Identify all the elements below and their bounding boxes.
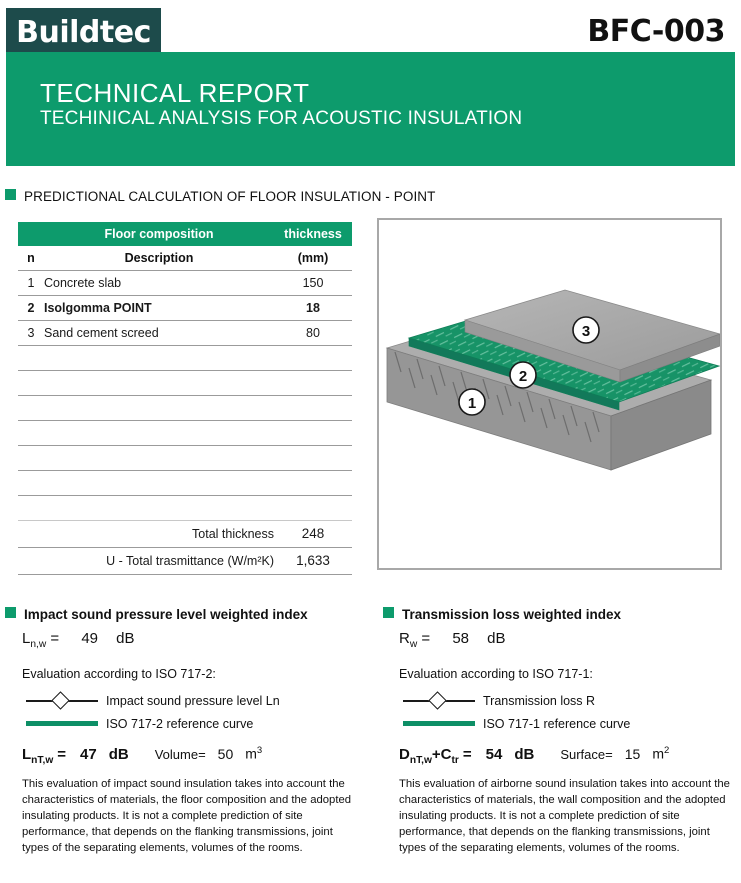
table-total-label: U - Total trasmittance (W/m²K) — [18, 547, 274, 574]
green-square-marker-icon — [5, 607, 16, 618]
table-total-label: Total thickness — [18, 520, 274, 547]
impact-index-equals: = — [50, 630, 60, 647]
table-cell-empty — [18, 395, 44, 420]
transmission-surface-label: Surface= — [560, 746, 613, 762]
green-bar-icon — [399, 717, 483, 731]
floor-buildup-svg — [379, 220, 720, 568]
table-cell-empty — [274, 470, 352, 495]
transmission-surface-value: 15 — [624, 745, 641, 762]
impact-sound-block — [22, 630, 362, 856]
impact-result-value: 47 — [80, 745, 97, 763]
table-group-header-row — [18, 222, 352, 246]
impact-index-unit: dB — [116, 630, 135, 647]
table-row-empty — [18, 370, 352, 395]
table-cell-empty — [44, 395, 274, 420]
impact-legend-item-measured — [22, 694, 362, 708]
report-subtitle: TECHINICAL ANALYSIS FOR ACOUSTIC INSULATION — [40, 108, 523, 129]
transmission-index-equals: = — [421, 630, 431, 647]
impact-legend-label-measured: Impact sound pressure level Ln — [106, 694, 280, 708]
transmission-legend-label-measured: Transmission loss R — [483, 694, 596, 708]
table-group-header-thickness: thickness — [284, 227, 342, 241]
impact-evaluation-standard: Evaluation according to ISO 717-2: — [22, 667, 216, 681]
impact-result-symbol: $L_{nT,w}$ — [22, 745, 54, 766]
table-row — [18, 320, 352, 345]
table-cell-thickness: 18 — [274, 295, 352, 320]
transmission-loss-block — [399, 630, 739, 856]
transmission-note: This evaluation of airborne sound insulation takes into account the characteristics of materials, the wall composition and the adopted insulating products. It is not a complete prediction of site performance, that depends on the flanking transmissions, joint types of the separating elements, volumes of the rooms. — [399, 777, 730, 854]
line-diamond-icon — [399, 694, 483, 708]
table-cell-empty — [18, 420, 44, 445]
section-heading-prediction — [5, 189, 436, 204]
transmission-result-line — [399, 745, 739, 766]
table-total-value: 248 — [274, 520, 352, 547]
section-heading-impact-label: Impact sound pressure level weighted index — [24, 607, 308, 622]
table-row-empty — [18, 420, 352, 445]
table-cell-thickness: 80 — [274, 320, 352, 345]
table-cell-empty — [44, 370, 274, 395]
table-group-header-blank — [18, 222, 44, 246]
table-total-value: 1,633 — [274, 547, 352, 574]
transmission-index-symbol: $R_w$ — [399, 630, 418, 650]
transmission-result-unit: dB — [514, 745, 535, 763]
table-row — [18, 295, 352, 320]
section-heading-transmission-label: Transmission loss weighted index — [402, 607, 622, 622]
impact-legend-item-reference — [22, 717, 362, 731]
table-cell-empty — [18, 470, 44, 495]
transmission-index-unit: dB — [487, 630, 506, 647]
company-logo — [6, 8, 161, 56]
column-header-description: Description — [44, 246, 274, 270]
table-row-empty — [18, 470, 352, 495]
impact-result-equals: = — [57, 745, 67, 763]
impact-legend-label-reference: ISO 717-2 reference curve — [106, 717, 254, 731]
floor-buildup-diagram — [377, 218, 722, 570]
section-heading-transmission — [383, 607, 621, 622]
table-row-empty — [18, 495, 352, 520]
table-cell-empty — [18, 370, 44, 395]
table-cell-description: Sand cement screed — [44, 320, 274, 345]
table-row-empty — [18, 395, 352, 420]
impact-result-line — [22, 745, 362, 766]
table-cell-description: Isolgomma POINT — [44, 295, 274, 320]
table-cell-empty — [44, 495, 274, 520]
table-cell-empty — [274, 495, 352, 520]
report-title: TECHNICAL REPORT — [40, 78, 310, 108]
callout-2 — [510, 362, 536, 388]
table-cell-empty — [18, 445, 44, 470]
table-total-row — [18, 547, 352, 574]
table-cell-thickness: 150 — [274, 270, 352, 295]
svg-text:3: 3 — [581, 323, 591, 340]
table-row — [18, 270, 352, 295]
impact-index-value: 49 — [81, 630, 98, 647]
transmission-evaluation-standard: Evaluation according to ISO 717-1: — [399, 667, 593, 681]
table-cell-empty — [274, 370, 352, 395]
svg-text:2: 2 — [518, 368, 528, 385]
svg-text:1: 1 — [467, 395, 477, 412]
table-cell-empty — [274, 345, 352, 370]
table-cell-empty — [44, 445, 274, 470]
table-group-header-composition: Floor composition — [104, 227, 214, 241]
table-cell-n: 2 — [18, 295, 44, 320]
table-cell-empty — [44, 470, 274, 495]
table-cell-description: Concrete slab — [44, 270, 274, 295]
table-cell-n: 1 — [18, 270, 44, 295]
table-cell-empty — [274, 420, 352, 445]
table-cell-empty — [18, 495, 44, 520]
impact-result-unit: dB — [108, 745, 129, 763]
transmission-result-equals: = — [462, 745, 472, 763]
impact-index-line — [22, 630, 362, 650]
transmission-index-value: 58 — [452, 630, 469, 647]
transmission-result-value: 54 — [485, 745, 503, 763]
green-square-marker-icon — [5, 189, 16, 200]
table-total-row — [18, 520, 352, 547]
callout-3 — [573, 317, 599, 343]
document-code: BFC-003 — [587, 14, 725, 49]
impact-index-symbol: $L_{n,w}$ — [22, 630, 47, 650]
column-header-n: n — [18, 246, 44, 270]
table-column-header-row — [18, 246, 352, 270]
green-bar-icon — [22, 717, 106, 731]
column-header-unit: (mm) — [274, 246, 352, 270]
impact-volume-value: 50 — [217, 745, 234, 762]
transmission-legend-label-reference: ISO 717-1 reference curve — [483, 717, 631, 731]
table-cell-empty — [274, 445, 352, 470]
transmission-legend-item-reference — [399, 717, 739, 731]
impact-volume-unit: $m^3$ — [245, 745, 263, 762]
table-cell-empty — [18, 345, 44, 370]
transmission-result-symbol: $D_{nT,w}+C_{tr}$ — [399, 745, 459, 766]
table-cell-empty — [44, 345, 274, 370]
logo-text: Buildtec — [16, 14, 151, 50]
callout-1 — [459, 389, 485, 415]
report-title-band — [6, 52, 735, 166]
table-cell-n: 3 — [18, 320, 44, 345]
transmission-legend-item-measured — [399, 694, 739, 708]
green-square-marker-icon — [383, 607, 394, 618]
section-heading-prediction-label: PREDICTIONAL CALCULATION OF FLOOR INSULATION - POINT — [24, 189, 436, 204]
table-row-empty — [18, 445, 352, 470]
transmission-surface-unit: $m^2$ — [652, 745, 670, 762]
transmission-index-line — [399, 630, 739, 650]
impact-volume-label: Volume= — [154, 746, 206, 762]
floor-composition-table — [18, 222, 352, 575]
table-row-empty — [18, 345, 352, 370]
table-cell-empty — [274, 395, 352, 420]
table-cell-empty — [44, 420, 274, 445]
impact-note: This evaluation of impact sound insulation takes into account the characteristics of materials, the floor composition and the adopted insulating products. It is not a complete prediction of site performance, that depends on the flanking transmissions, joint types of the separating elements, volumes of the rooms. — [22, 777, 352, 854]
line-diamond-icon — [22, 694, 106, 708]
section-heading-impact — [5, 607, 308, 622]
